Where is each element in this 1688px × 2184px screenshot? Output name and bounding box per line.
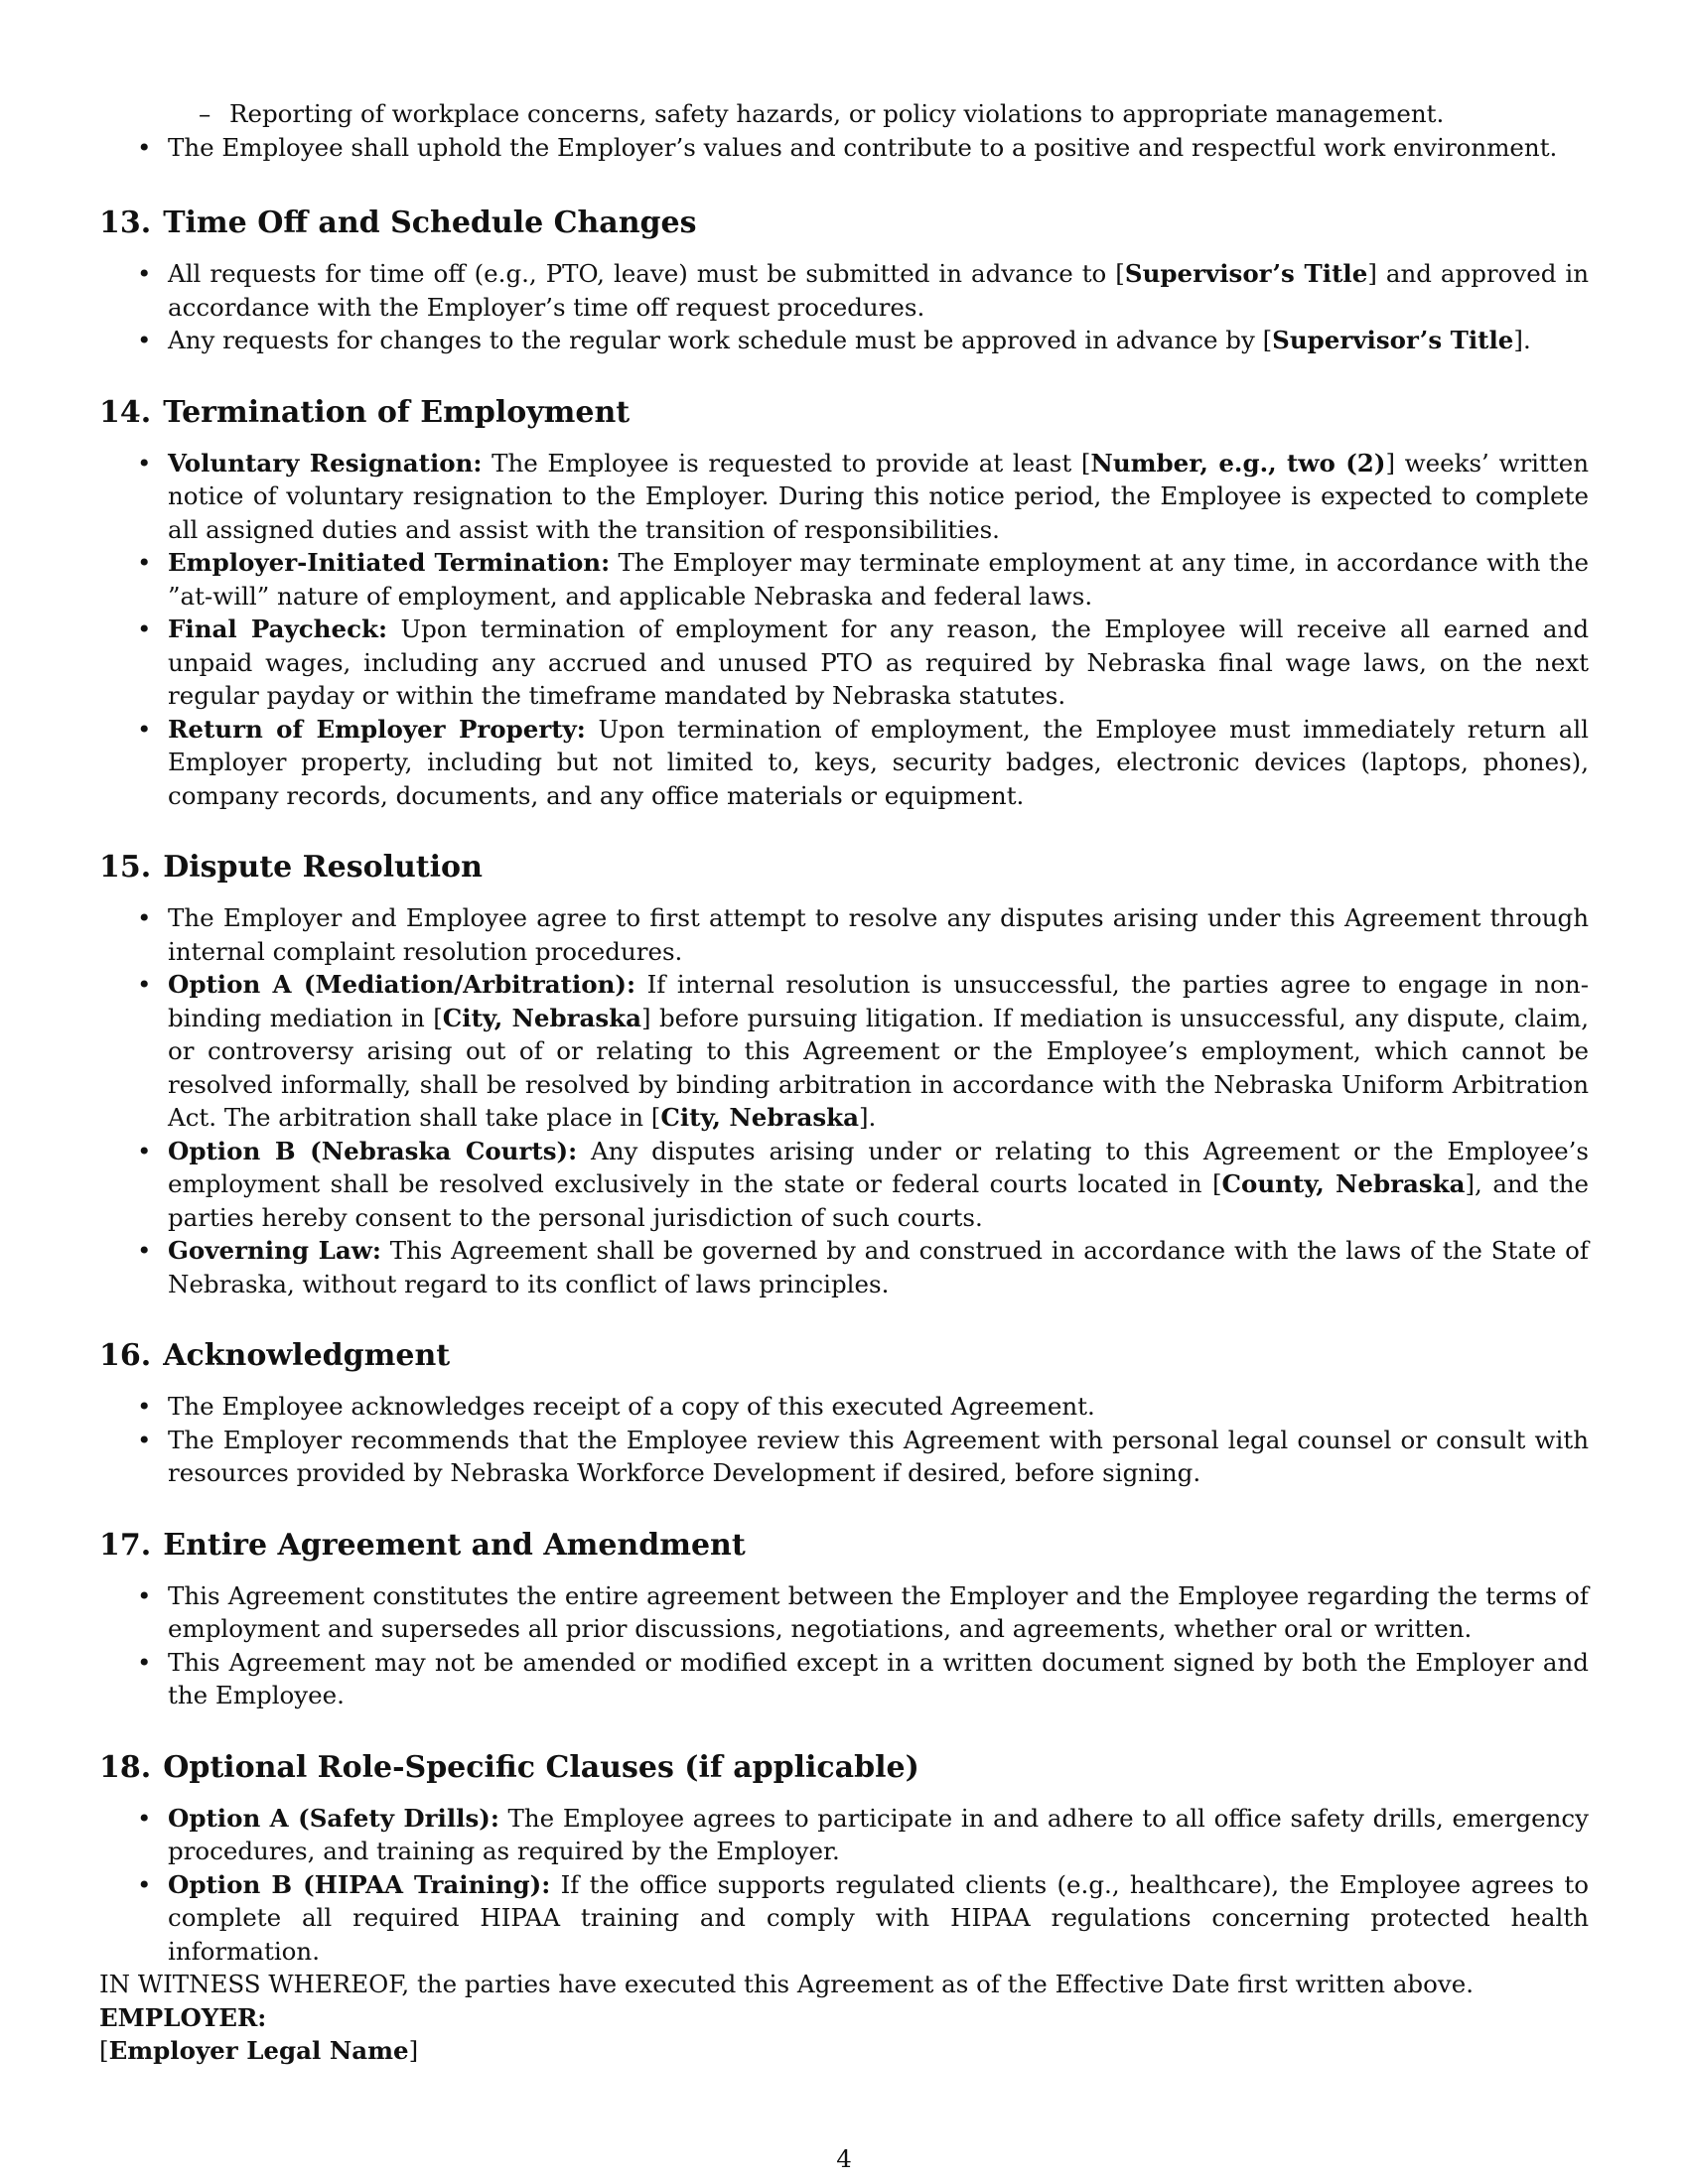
section-16-title: Acknowledgment (163, 1338, 451, 1373)
section-17-heading (99, 1526, 1589, 1566)
section-15-item-2 (99, 968, 1589, 1135)
s17-b1-text: This Agreement constitutes the entire agreement between the Employer and the Employee regarding the terms of employment and supersedes all prior discussions, negotiations, and agreements, whether oral or written. (168, 1580, 1589, 1643)
intro-bullet-item (99, 131, 1589, 165)
intro-dash-item (99, 97, 1589, 131)
s17-b2-text: This Agreement may not be amended or modified except in a written document signed by both the Employer and the Employee. (168, 1647, 1589, 1709)
section-13-list (99, 257, 1589, 357)
s15-b4-text: This Agreement shall be governed by and construed in accordance with the laws of the State of Nebraska, without regard to its conflict of laws principles. (168, 1236, 1590, 1298)
section-14-title: Termination of Employment (163, 394, 631, 430)
section-15-title: Dispute Resolution (163, 850, 483, 885)
section-17-item-1 (99, 1579, 1589, 1646)
s15-b3-post: ], and the parties hereby consent to the personal jurisdiction of such courts. (168, 1169, 1589, 1232)
s13-b2-pre: Any requests for changes to the regular work schedule must be approved in advance by [ (168, 326, 1273, 354)
section-18-item-2 (99, 1868, 1589, 1969)
section-14-item-4 (99, 713, 1589, 813)
s13-b2-post: ]. (1513, 326, 1531, 354)
section-14-item-2 (99, 546, 1589, 613)
section-18-heading (99, 1748, 1589, 1788)
employer-label: EMPLOYER: (99, 2002, 267, 2032)
s15-b1-text: The Employer and Employee agree to first attempt to resolve any disputes arising under this Agreement through internal complaint resolution procedures. (168, 903, 1589, 966)
s14-b4-text: Upon termination of employment, the Employee must immediately return all Employer property, including but not limited to, keys, security badges, electronic devices (laptops, phones), company records, documents, and any office materials or equipment. (168, 714, 1589, 810)
section-17-list (99, 1579, 1589, 1712)
s15-b2-post: ]. (858, 1103, 877, 1132)
s16-b2-text: The Employer recommends that the Employee review this Agreement with personal legal counsel or consult with resources provided by Nebraska Workforce Development if desired, before signing. (168, 1425, 1589, 1487)
s15-b3-placeholder: County, Nebraska (1221, 1169, 1466, 1198)
section-15-heading (99, 848, 1589, 887)
s15-b2-label: Option A (Mediation/Arbitration): (168, 970, 636, 999)
s13-b2-placeholder: Supervisor’s Title (1272, 326, 1514, 354)
s15-b2-placeholder-1: City, Nebraska (442, 1003, 642, 1032)
s13-b1-placeholder: Supervisor’s Title (1124, 259, 1368, 288)
document-page (99, 97, 1589, 2068)
section-16-item-2 (99, 1424, 1589, 1490)
s14-b3-label: Final Paycheck: (168, 614, 388, 643)
s14-b2-text: The Employer may terminate employment at any time, in accordance with the ”at-will” nature of employment, and applicable Nebraska and federal laws. (168, 548, 1589, 611)
employer-name-placeholder: Employer Legal Name (108, 2036, 409, 2065)
s15-b3-pre: Any disputes arising under or relating to this Agreement or the Employee’s employment shall be resolved exclusively in the state or federal courts located in [ (168, 1136, 1589, 1198)
section-18-title: Optional Role-Specific Clauses (if applicable) (163, 1749, 919, 1785)
s15-b3-label: Option B (Nebraska Courts): (168, 1136, 578, 1165)
s15-b4-label: Governing Law: (168, 1236, 381, 1265)
section-16-number: 16. (99, 1338, 152, 1373)
s18-b2-text: If the office supports regulated clients (e.g., healthcare), the Employee agrees to complete all required HIPAA training and comply with HIPAA regulations concerning protected health information. (168, 1869, 1589, 1966)
section-15-number: 15. (99, 850, 152, 885)
witness-statement: IN WITNESS WHEREOF, the parties have executed this Agreement as of the Effective Date first written above. (99, 1970, 1474, 1998)
section-14-item-3 (99, 613, 1589, 713)
section-14-item-1 (99, 447, 1589, 547)
section-15-item-3 (99, 1135, 1589, 1235)
section-16-list (99, 1390, 1589, 1490)
intro-bullet-text: The Employee shall uphold the Employer’s values and contribute to a positive and respectful work environment. (168, 132, 1558, 162)
s14-b3-text: Upon termination of employment for any reason, the Employee will receive all earned and unpaid wages, including any accrued and unused PTO as required by Nebraska final wage laws, on the next regular payday or within the timeframe mandated by Nebraska statutes. (168, 614, 1589, 710)
section-13-heading (99, 204, 1589, 243)
section-14-list (99, 447, 1589, 813)
s18-b1-text: The Employee agrees to participate in and adhere to all office safety drills, emergency procedures, and training as required by the Employer. (168, 1803, 1589, 1865)
s14-b2-label: Employer-Initiated Termination: (168, 548, 611, 577)
section-18-item-1 (99, 1802, 1589, 1868)
section-13-item-1 (99, 257, 1589, 324)
s13-b1-post: ] and approved in accordance with the Employer’s time off request procedures. (168, 259, 1589, 322)
section-16-heading (99, 1336, 1589, 1376)
section-15-item-1 (99, 901, 1589, 968)
section-14-heading (99, 393, 1589, 433)
section-15-item-4 (99, 1234, 1589, 1300)
s18-b2-label: Option B (HIPAA Training): (168, 1869, 551, 1899)
section-18-number: 18. (99, 1749, 152, 1785)
s15-b2-placeholder-2: City, Nebraska (660, 1103, 859, 1132)
employer-name-close-bracket: ] (408, 2036, 419, 2065)
s14-b1-placeholder: Number, e.g., two (2) (1090, 448, 1386, 478)
s18-b1-label: Option A (Safety Drills): (168, 1803, 499, 1833)
section-13-title: Time Off and Schedule Changes (163, 205, 697, 240)
section-15-list (99, 901, 1589, 1300)
section-14-number: 14. (99, 394, 152, 430)
s15-b2-pre: If internal resolution is unsuccessful, the parties agree to engage in non-binding mediation in [ (168, 970, 1589, 1032)
section-13-item-2 (99, 324, 1589, 357)
section-18-list (99, 1802, 1589, 1969)
s14-b1-label: Voluntary Resignation: (168, 448, 483, 478)
employer-name-open-bracket: [ (99, 2036, 109, 2065)
s14-b1-post: ] weeks’ written notice of voluntary resignation to the Employer. During this notice period, the Employee is expected to complete all assigned duties and assist with the transition of responsibilities. (168, 448, 1589, 544)
section-13-number: 13. (99, 205, 152, 240)
s14-b1-pre: The Employee is requested to provide at least [ (482, 448, 1091, 478)
s15-b2-mid: ] before pursuing litigation. If mediation is unsuccessful, any dispute, claim, or controversy arising out of or relating to this Agreement or the Employee’s employment, which cannot be resolved informally, shall be resolved by binding arbitration in accordance with the Nebraska Uniform Arbitration Act. The arbitration shall take place in [ (168, 1003, 1589, 1132)
section-17-title: Entire Agreement and Amendment (163, 1527, 746, 1563)
s14-b4-label: Return of Employer Property: (168, 714, 586, 744)
s16-b1-text: The Employee acknowledges receipt of a copy of this executed Agreement. (168, 1392, 1095, 1421)
section-17-number: 17. (99, 1527, 152, 1563)
intro-dash-text: Reporting of workplace concerns, safety hazards, or policy violations to appropriate management. (229, 99, 1445, 128)
employer-legal-name (99, 2034, 1589, 2068)
section-16-item-1 (99, 1390, 1589, 1424)
section-17-item-2 (99, 1646, 1589, 1712)
intro-list (99, 97, 1589, 164)
s13-b1-pre: All requests for time off (e.g., PTO, leave) must be submitted in advance to [ (168, 259, 1125, 288)
page-number: 4 (836, 2144, 852, 2173)
